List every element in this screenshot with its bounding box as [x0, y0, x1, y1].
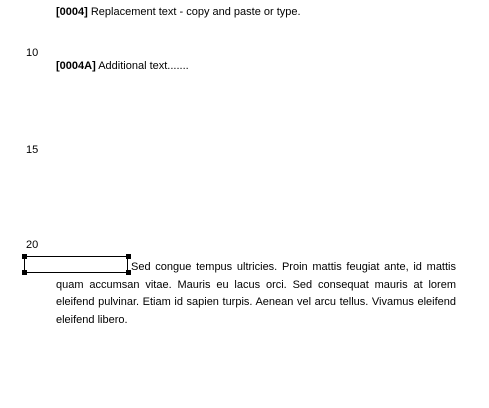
paragraph-text: Replacement text - copy and paste or type. [87, 6, 301, 18]
line-number-20: 20 [26, 239, 39, 251]
paragraph-tag: [0004] [56, 6, 88, 18]
paragraph-0004 [56, 6, 301, 19]
line-number-15: 15 [26, 144, 39, 156]
paragraph-text: Additional text....... [95, 60, 189, 72]
resize-handle-bottom-left[interactable] [22, 270, 27, 275]
paragraph-0004a [56, 60, 189, 73]
resize-handle-top-left[interactable] [22, 254, 27, 259]
body-paragraph: Sed congue tempus ultricies. Proin mattis feugiat ante, id mattis quam accumsan vitae. Mauris eu lacus orci. Sed consequat mauris at lorem eleifend pulvinar. Etiam id sapien turpis. Aenean vel arcu tellus. Vivamus eleifend eleifend libero. [56, 261, 456, 326]
line-number-10: 10 [26, 47, 39, 59]
paragraph-tag: [0004A] [56, 60, 96, 72]
